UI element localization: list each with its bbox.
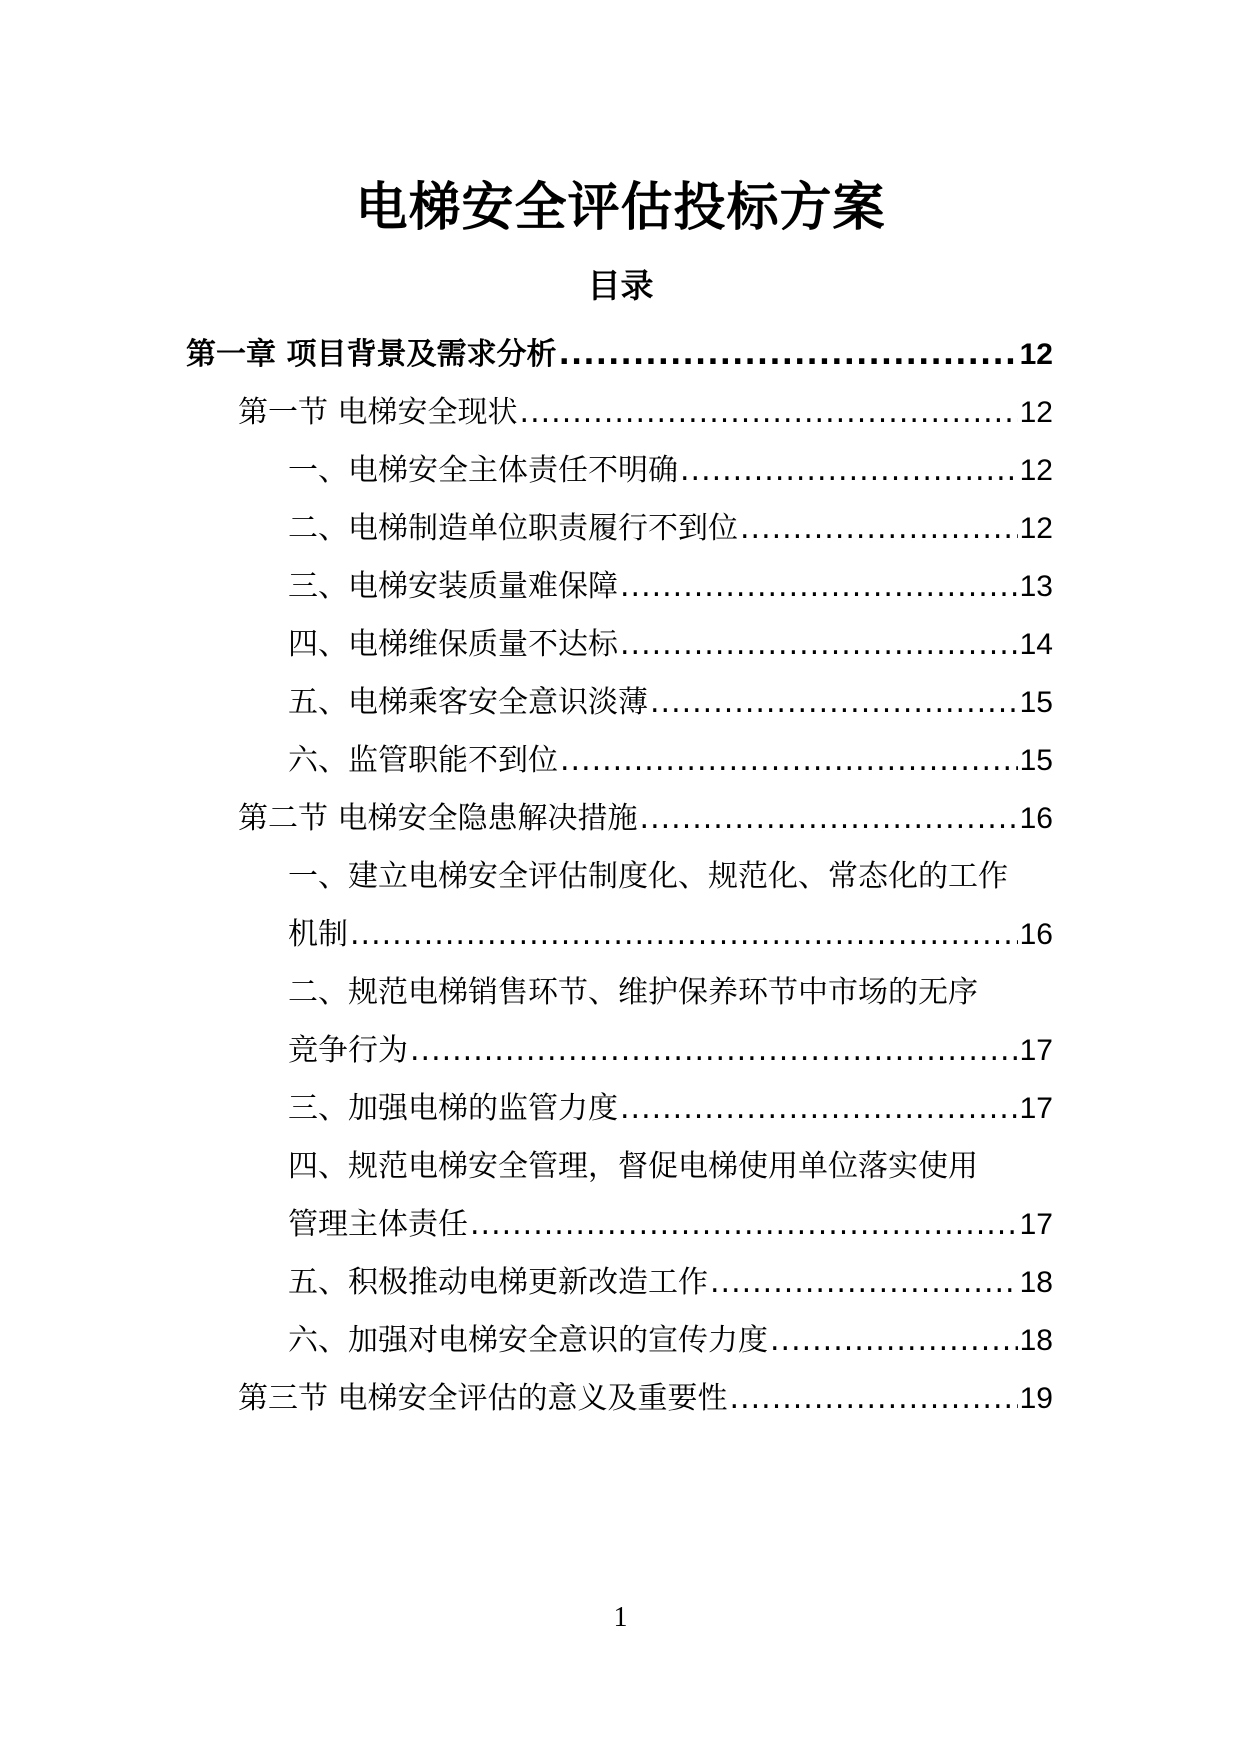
toc-dot-leader bbox=[730, 1374, 1018, 1424]
toc-entry-section-2[interactable] bbox=[238, 794, 1053, 844]
toc-entry-item[interactable] bbox=[288, 1200, 1053, 1250]
toc-entry-item[interactable] bbox=[288, 736, 1053, 786]
toc-dot-leader bbox=[680, 446, 1018, 496]
toc-entry-item[interactable] bbox=[288, 910, 1053, 960]
toc-entry-page: 16 bbox=[1019, 918, 1053, 951]
toc-entry-text: 四、规范电梯安全管理，督促电梯使用单位落实使用 bbox=[288, 1149, 978, 1184]
toc-entry-page: 12 bbox=[1019, 396, 1053, 429]
toc-entry-item[interactable] bbox=[288, 1316, 1053, 1366]
toc-dot-leader bbox=[710, 1258, 1018, 1308]
toc-entry-text: 五、积极推动电梯更新改造工作 bbox=[288, 1265, 708, 1300]
toc-entry-item[interactable] bbox=[288, 1026, 1053, 1076]
toc-entry-item-line-1[interactable] bbox=[288, 852, 1053, 902]
toc-entry-item[interactable] bbox=[288, 1258, 1053, 1308]
toc-entry-item[interactable] bbox=[288, 504, 1053, 554]
toc-dot-leader bbox=[620, 620, 1018, 670]
toc-entry-page: 18 bbox=[1019, 1266, 1053, 1299]
toc-entry-text: 机制 bbox=[288, 917, 348, 952]
toc-dot-leader bbox=[640, 794, 1018, 844]
toc-entry-text: 六、监管职能不到位 bbox=[288, 743, 558, 778]
toc-entry-page: 19 bbox=[1019, 1382, 1053, 1415]
toc-entry-text: 三、电梯安装质量难保障 bbox=[288, 569, 618, 604]
toc-entry-item-line-1[interactable] bbox=[288, 1142, 1053, 1192]
toc-entry-page: 17 bbox=[1019, 1208, 1053, 1241]
toc-entry-text: 六、加强对电梯安全意识的宣传力度 bbox=[288, 1323, 768, 1358]
toc-entry-page: 12 bbox=[1019, 512, 1053, 545]
toc-entry-page: 12 bbox=[1019, 338, 1053, 371]
toc-dot-leader bbox=[740, 504, 1018, 554]
toc-dot-leader bbox=[560, 736, 1018, 786]
toc-entry-text: 五、电梯乘客安全意识淡薄 bbox=[288, 685, 648, 720]
toc-entry-text: 第三节 电梯安全评估的意义及重要性 bbox=[238, 1381, 728, 1416]
toc-entry-text: 竞争行为 bbox=[288, 1033, 408, 1068]
toc-entry-page: 16 bbox=[1019, 802, 1053, 835]
toc-dot-leader bbox=[558, 330, 1017, 380]
toc-entry-text: 一、建立电梯安全评估制度化、规范化、常态化的工作 bbox=[288, 859, 1008, 894]
toc-dot-leader bbox=[620, 562, 1018, 612]
toc-dot-leader bbox=[470, 1200, 1018, 1250]
toc-entry-section-1[interactable] bbox=[238, 388, 1053, 438]
toc-entry-text: 一、电梯安全主体责任不明确 bbox=[288, 453, 678, 488]
toc-entry-text: 第二节 电梯安全隐患解决措施 bbox=[238, 801, 638, 836]
toc-entry-text: 二、电梯制造单位职责履行不到位 bbox=[288, 511, 738, 546]
toc-entry-text: 三、加强电梯的监管力度 bbox=[288, 1091, 618, 1126]
toc-dot-leader bbox=[650, 678, 1018, 728]
toc-entry-page: 13 bbox=[1019, 570, 1053, 603]
toc-entry-text: 二、规范电梯销售环节、维护保养环节中市场的无序 bbox=[288, 975, 978, 1010]
toc-entry-page: 17 bbox=[1019, 1092, 1053, 1125]
toc-entry-page: 15 bbox=[1019, 744, 1053, 777]
toc-entry-item[interactable] bbox=[288, 678, 1053, 728]
toc-dot-leader bbox=[520, 388, 1018, 438]
toc-entry-item[interactable] bbox=[288, 1084, 1053, 1134]
toc-dot-leader bbox=[770, 1316, 1018, 1366]
toc-entry-section-3[interactable] bbox=[238, 1374, 1053, 1424]
toc-dot-leader bbox=[620, 1084, 1018, 1134]
page-number: 1 bbox=[613, 1602, 628, 1633]
toc-entry-item[interactable] bbox=[288, 446, 1053, 496]
toc-entry-text: 四、电梯维保质量不达标 bbox=[288, 627, 618, 662]
document-title: 电梯安全评估投标方案 bbox=[355, 178, 886, 238]
toc-dot-leader bbox=[410, 1026, 1018, 1076]
toc-entry-page: 17 bbox=[1019, 1034, 1053, 1067]
toc-entry-text: 第一章 项目背景及需求分析 bbox=[186, 337, 557, 372]
toc-dot-leader bbox=[350, 910, 1018, 960]
toc-entry-chapter-1[interactable] bbox=[186, 330, 1053, 380]
toc-entry-page: 18 bbox=[1019, 1324, 1053, 1357]
toc-entry-page: 14 bbox=[1019, 628, 1053, 661]
toc-entry-text: 第一节 电梯安全现状 bbox=[238, 395, 518, 430]
toc-entry-page: 15 bbox=[1019, 686, 1053, 719]
toc-entry-text: 管理主体责任 bbox=[288, 1207, 468, 1242]
toc-heading: 目录 bbox=[587, 266, 654, 305]
toc-entry-item[interactable] bbox=[288, 562, 1053, 612]
toc-entry-item[interactable] bbox=[288, 620, 1053, 670]
toc-entry-page: 12 bbox=[1019, 454, 1053, 487]
toc-entry-item-line-1[interactable] bbox=[288, 968, 1053, 1018]
